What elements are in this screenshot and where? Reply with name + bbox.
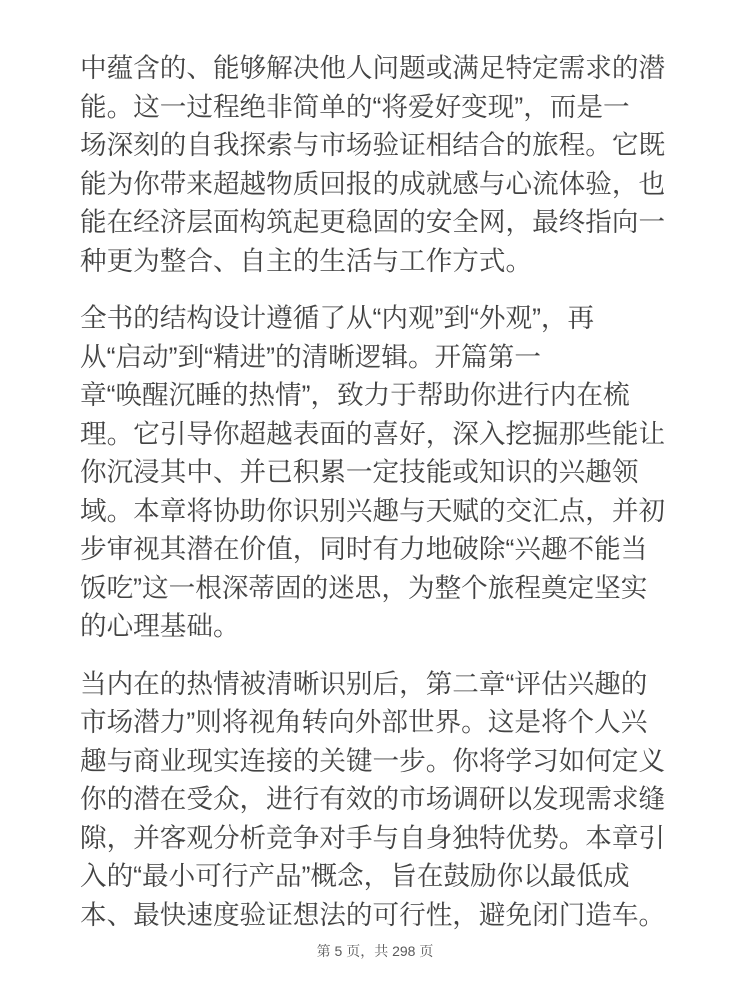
text-line: 隙，并客观分析竞争对手与自身独特优势。本章引 [80, 822, 666, 853]
text-line: 入的“最小可行产品”概念，旨在鼓励你以最低成 [80, 861, 630, 891]
paragraph [80, 665, 670, 935]
paragraph [80, 49, 670, 280]
text-line: 中蕴含的、能够解决他人问题或满足特定需求的潜 [80, 53, 666, 83]
text-line: 章“唤醒沉睡的热情”，致力于帮助你进行内在梳 [80, 380, 630, 410]
text-line: 趣与商业现实连接的关键一步。你将学习如何定义 [80, 745, 666, 776]
text-line: 种更为整合、自主的生活与工作方式。 [80, 245, 533, 276]
text-line: 本、最快速度验证想法的可行性，避免闭门造车。 [80, 899, 666, 930]
text-line: 能在经济层面构筑起更稳固的安全网，最终指向一 [80, 207, 666, 237]
page-number-footer [0, 941, 750, 961]
paragraph [80, 299, 670, 646]
text-line: 的心理基础。 [80, 611, 240, 641]
text-line: 步审视其潜在价值，同时有力地破除“兴趣不能当 [80, 534, 648, 564]
text-line: 能为你带来超越物质回报的成就感与心流体验，也 [80, 168, 666, 199]
text-line: 你沉浸其中、并已积累一定技能或知识的兴趣领 [80, 457, 639, 487]
text-line: 场深刻的自我探索与市场验证相结合的旅程。它既 [80, 130, 666, 160]
text-line: 理。它引导你超越表面的喜好，深入挖掘那些能让 [80, 418, 666, 449]
text-line: 你的潜在受众，进行有效的市场调研以发现需求缝 [80, 784, 666, 814]
text-line: 全书的结构设计遵循了从“内观”到“外观”，再 [80, 303, 595, 333]
text-line: 从“启动”到“精进”的清晰逻辑。开篇第一 [80, 341, 541, 372]
text-line: 域。本章将协助你识别兴趣与天赋的交汇点，并初 [80, 495, 666, 526]
text-line: 当内在的热情被清晰识别后，第二章“评估兴趣的 [80, 668, 648, 699]
page-number-text: 第 5 页，共 298 页 [316, 943, 434, 959]
text-line: 饭吃”这一根深蒂固的迷思，为整个旅程奠定坚实 [80, 572, 648, 603]
text-line: 能。这一过程绝非简单的“将爱好变现”，而是一 [80, 91, 630, 122]
text-line: 市场潜力”则将视角转向外部世界。这是将个人兴 [80, 707, 648, 737]
